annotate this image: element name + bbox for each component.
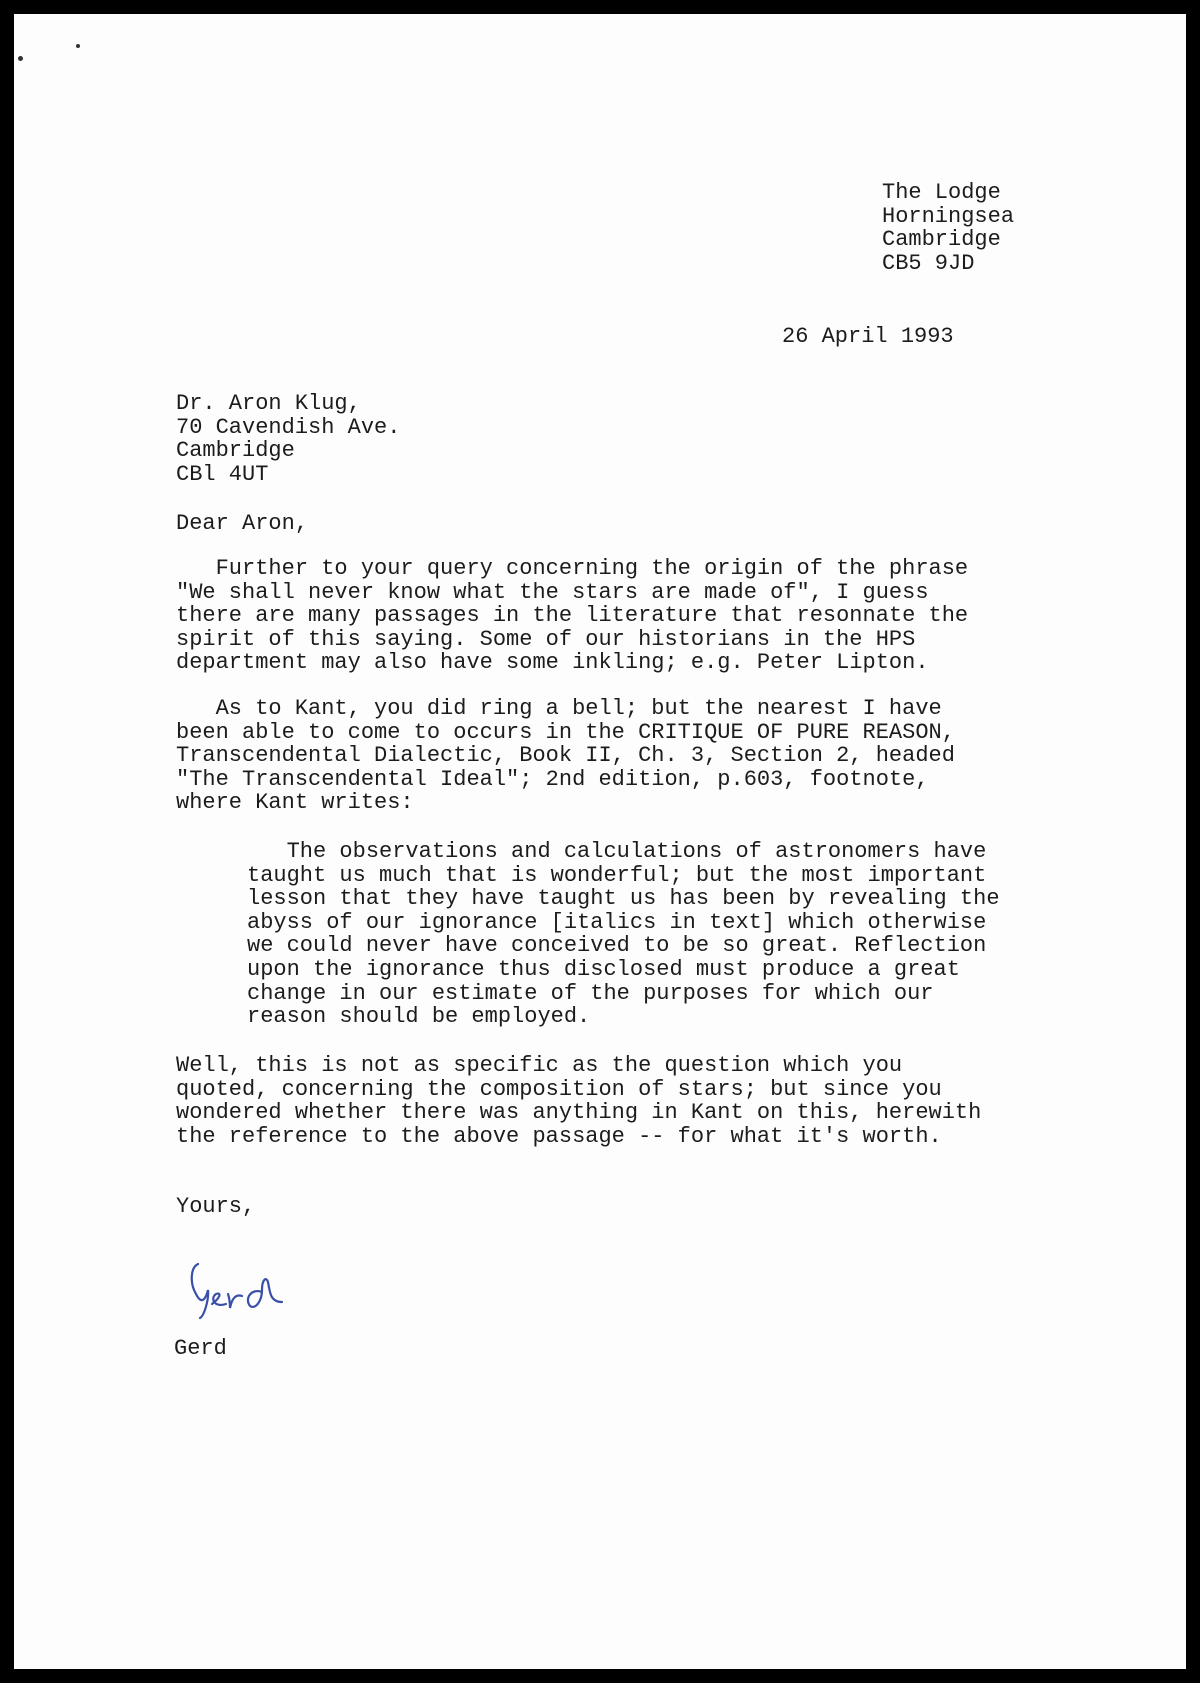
body-paragraph-2: As to Kant, you did ring a bell; but the nearest I have been able to come to occurs in the CRITIQUE OF PURE REASON, Transcendental Dialectic, Book II, Ch. 3, Section 2, headed "The Transcendental Ideal"; 2nd edition, p.603, footnote, where Kant writes: [176,696,955,816]
ink-speck [76,44,80,48]
body-paragraph-3: Well, this is not as specific as the question which you quoted, concerning the composition of stars; but since you wondered whether there was anything in Kant on this, herewith the reference to the above passage -- for what it's worth. [176,1053,982,1149]
kant-quotation: The observations and calculations of astronomers have taught us much that is wonderful; but the most important lesson that they have taught us has been by revealing the abyss of our ignorance [italics in text] which otherwise we could never have conceived to be so great. Reflection upon the ignorance thus disclosed must produce a great change in our estimate of the purposes for which our reason should be employed. [247,839,1000,1030]
closing: Yours, [176,1194,256,1219]
sender-address: The Lodge Horningsea Cambridge CB5 9JD [882,180,1015,276]
handwritten-signature [186,1254,296,1334]
body-paragraph-1: Further to your query concerning the origin of the phrase "We shall never know what the stars are made of", I guess there are many passages in the literature that resonnate the spirit of this saying. Some of our historians in the HPS department may also have some inkling; e.g. Peter Lipton. [176,556,969,676]
recipient-address: Dr. Aron Klug, 70 Cavendish Ave. Cambridge CBl 4UT [176,391,401,487]
signed-name: Gerd [174,1336,227,1361]
ink-speck [18,56,23,61]
letter-date: 26 April 1993 [782,324,954,349]
letter-page [14,14,1186,1669]
salutation: Dear Aron, [176,511,309,536]
